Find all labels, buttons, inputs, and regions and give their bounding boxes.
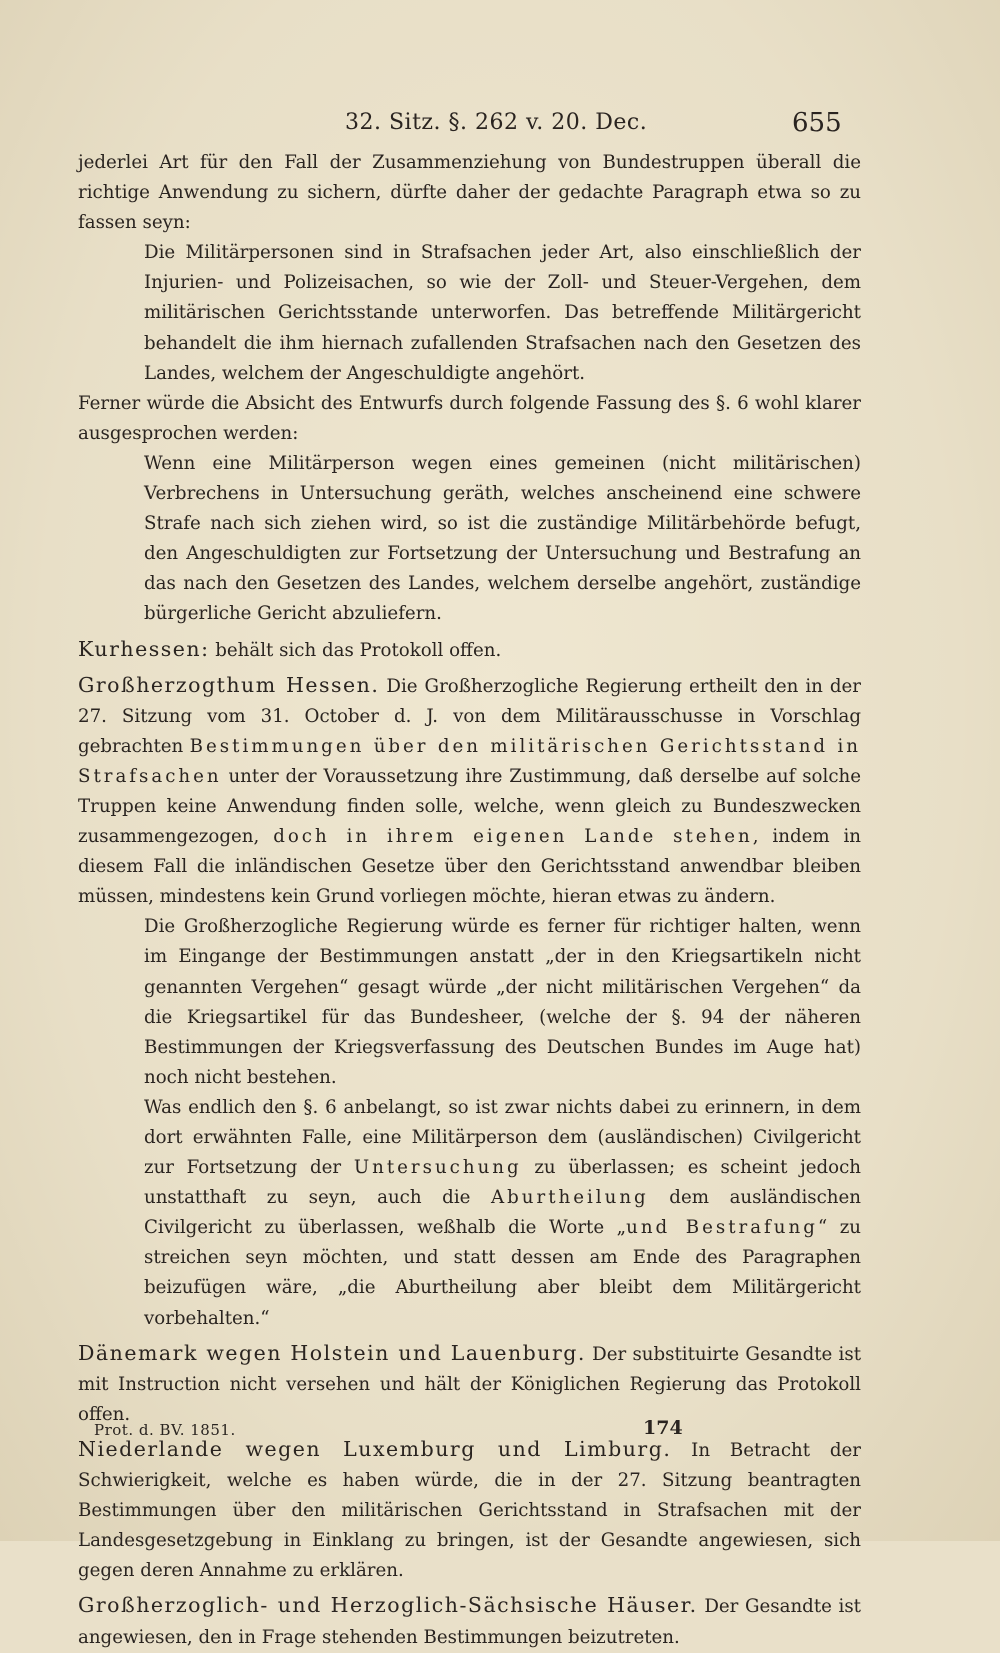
state-name-niederlande: Niederlande wegen Luxemburg und Limburg. (78, 1436, 672, 1461)
paragraph-saechsische-haeuser (78, 1590, 861, 1652)
footer-source: Prot. d. BV. 1851. (94, 1421, 236, 1439)
saechsische-haeuser-statement: Der Gesandte ist angewiesen, den in Frage stehenden Bestimmungen beizutreten. (78, 1596, 861, 1648)
proposed-text-paragraph-2: Wenn eine Militärperson wegen eines gemeinen (nicht militärischen) Verbrechens in Untersuchung geräth, welches anscheinend eine schwere Strafe nach sich ziehen wird, so ist die zuständige Militärbehörde befugt, den Angeschuldigten zur Fortsetzung der Untersuchung und Bestrafung an das nach den Gesetzen des Landes, welchem derselbe angehört, zuständige bürgerliche Gericht abzuliefern. (144, 452, 861, 625)
hessen3-text-e: dem ausländischen Civilgericht zu überlassen, weßhalb die Worte „ (144, 1187, 862, 1239)
state-name-saechsische-haeuser: Großherzoglich- und Herzoglich-Sächsische Häuser. (78, 1593, 698, 1618)
hessen-text-a: Die Großherzogliche Regierung ertheilt den in der 27. Sitzung vom 31. October d. J. von dem Militärausschusse in Vorschlag gebrachten (78, 675, 861, 757)
hessen-emphasis-2: doch in ihrem eigenen Lande stehen (273, 826, 753, 848)
paragraph-kurhessen (78, 634, 861, 666)
hessen3-text-c: zu überlassen; es scheint jedoch unstatthaft zu seyn, auch die (144, 1157, 861, 1209)
hessen3-text-g: “ zu streichen seyn möchten, und statt dessen am Ende des Paragraphen beizufügen wäre, „die Aburtheilung aber bleibt dem Militärgericht vorbehalten.“ (144, 1217, 861, 1329)
hessen3-emphasis-2: Aburtheilung (491, 1187, 649, 1209)
daenemark-statement: Der substituirte Gesandte ist mit Instruction nicht versehen und hält der Königlichen Regierung das Protokoll offen. (78, 1343, 862, 1425)
hessen-text-c: unter der Voraussetzung ihre Zustimmung, daß derselbe auf solche Truppen keine Anwendung finden solle, welche, wenn gleich zu Bundeszwecken zusammengezogen, (78, 765, 861, 848)
page-header (0, 100, 1000, 140)
paragraph-hessen (78, 670, 861, 913)
paragraph-hessen-2: Die Großherzogliche Regierung würde es ferner für richtiger halten, wenn im Eingange der Bestimmungen anstatt „der in den Kriegsartikeln nicht genannten Vergehen“ gesagt würde „der nicht militärischen Vergehen“ da die Kriegsartikel für das Bundesheer, (welche der §. 94 der näheren Bestimmungen der Kriegsverfassung des Deutschen Bundes im Auge hat) noch nicht bestehen. (144, 916, 861, 1088)
hessen-emphasis-1: Bestimmungen über den militärischen Gerichtsstand in Strafsachen (78, 735, 861, 787)
hessen-text-e: , indem in diesem Fall die inländischen Gesetze über den Gerichtsstand anwendbar bleiben müssen, mindestens kein Grund vorliegen möchte, hieran etwas zu ändern. (78, 826, 862, 908)
state-name-kurhessen: Kurhessen: (78, 636, 210, 661)
sheet-signature: 174 (643, 1417, 683, 1439)
running-head: 32. Sitz. §. 262 v. 20. Dec. (345, 110, 648, 135)
paragraph-niederlande (78, 1434, 861, 1586)
proposed-text-paragraph-1: Die Militärpersonen sind in Strafsachen jeder Art, also einschließlich der Injurien- und Polizeisachen, so wie der Zoll- und Steuer-Vergehen, dem militärischen Gerichtsstande unterworfen. Das betreffende Militärgericht behandelt die ihm hiernach zufallenden Strafsachen nach den Gesetzen des Landes, welchem der Angeschuldigte angehört. (144, 242, 861, 384)
hessen3-emphasis-3: und Bestrafung (626, 1217, 818, 1239)
state-name-hessen: Großherzogthum Hessen. (78, 672, 380, 697)
hessen3-emphasis-1: Untersuchung (353, 1157, 522, 1179)
paragraph-hessen-3 (78, 1093, 861, 1334)
state-name-daenemark: Dänemark wegen Holstein und Lauenburg. (78, 1340, 586, 1365)
page-number: 655 (792, 108, 842, 138)
hessen3-text-a: Was endlich den §. 6 anbelangt, so ist zwar nichts dabei zu erinnern, in dem dort erwähnten Falle, eine Militärperson dem (ausländischen) Civilgericht zur Fortsetzung der (144, 1096, 861, 1179)
kurhessen-statement: behält sich das Protokoll offen. (209, 639, 502, 661)
paragraph-intro: jederlei Art für den Fall der Zusammenziehung von Bundestruppen überall die richtige Anwendung zu sichern, dürfte daher der gedachte Paragraph etwa so zu fassen seyn: (78, 152, 861, 234)
page-footer (0, 1417, 1000, 1447)
paragraph-section-6: Ferner würde die Absicht des Entwurfs durch folgende Fassung des §. 6 wohl klarer ausgesprochen werden: (78, 392, 861, 444)
niederlande-statement: In Betracht der Schwierigkeit, welche es haben würde, die in der 27. Sitzung beantragten Bestimmungen über den militärischen Gerichtsstand in Strafsachen mit der Landesgesetzgebung in Einklang zu bringen, ist der Gesandte angewiesen, sich gegen deren Annahme zu erklären. (78, 1439, 861, 1582)
